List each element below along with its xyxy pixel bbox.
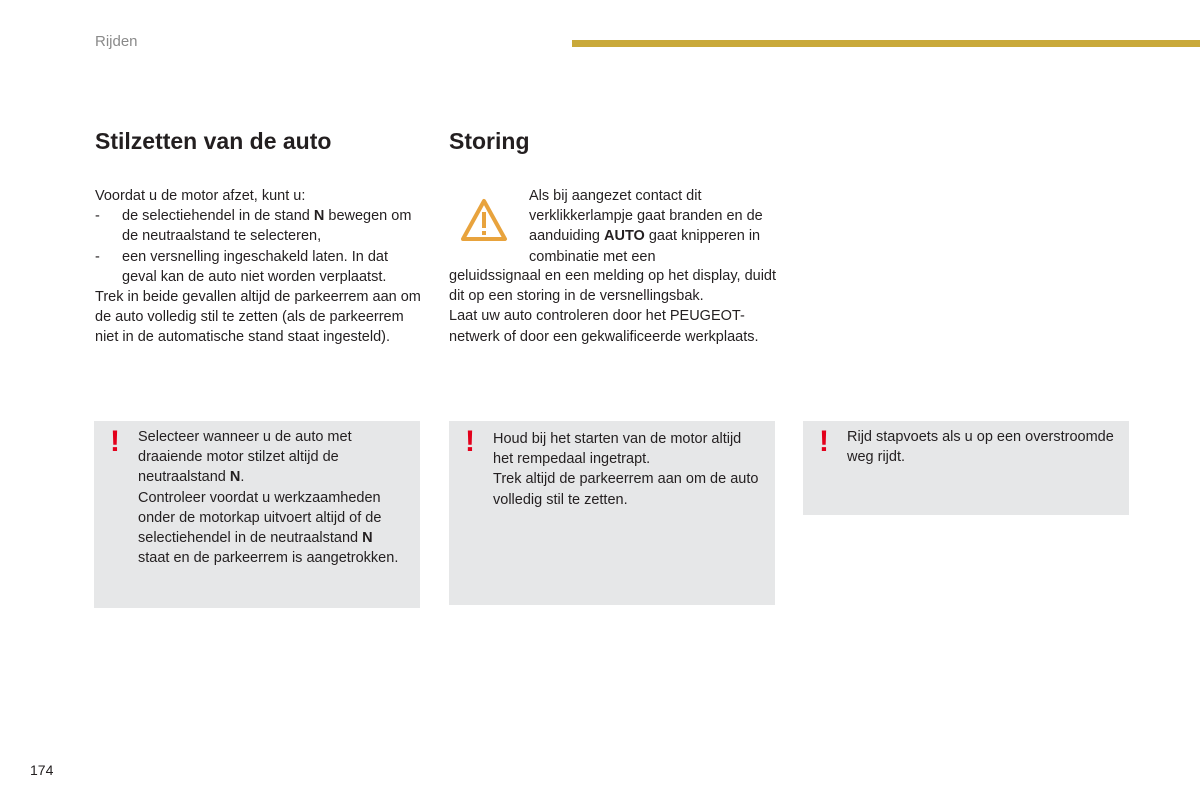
warning-triangle-icon [459,197,509,243]
bold-n: N [229,469,241,486]
left-column-text [95,186,425,348]
note-text [493,429,761,510]
list-item-text-part: bewegen om de neutraalstand te selecteren, [122,208,412,245]
note-text-part: staat en de parkeerrem is aangetrokken. [138,550,399,567]
list-item-text-part: de selectiehendel in de stand [122,208,314,225]
note-text: Rijd stapvoets als u op een overstroomde weg rijdt. [847,429,1114,466]
page-number: 174 [30,762,54,778]
note-text-part: . [240,469,245,486]
note-line: Trek altijd de parkeerrem aan om de auto volledig stil te zetten. [493,471,759,508]
heading-storing: Storing [449,128,530,154]
heading-stilzetten: Stilzetten van de auto [95,128,332,154]
storing-text-part: Als bij aangezet contact dit verklikkerlampje gaat branden en de aanduiding [529,188,763,245]
note-text-part: Controleer voordat u werkzaamheden onder de motorkap uitvoert altijd of de selectiehendel in de neutraalstand [138,489,382,547]
left-intro: Voordat u de motor afzet, kunt u: [95,188,306,204]
note-box-1 [94,421,420,608]
note-text [138,427,406,568]
note-line [138,488,406,569]
storing-text-c: geluidssignaal en een melding op het display, duidt dit op een storing in de versnellingsbak. [449,268,777,305]
header-accent-bar [572,40,1200,47]
storing-intro-text [529,186,769,267]
list-item-text: een versnelling ingeschakeld laten. In dat geval kan de auto niet worden verplaatst. [122,248,389,285]
exclamation-icon: ! [465,425,475,458]
list-dash: - [95,208,100,225]
list-item-text [122,206,425,246]
bold-auto: AUTO [604,228,645,245]
note-line: Houd bij het starten van de motor altijd het rempedaal ingetrapt. [493,431,742,468]
note-text-part: Selecteer wanneer u de auto met draaiende motor stilzet altijd de neutraalstand [138,429,352,486]
list-item [95,247,425,287]
storing-text-part: gaat knipperen in combinatie met een [529,228,761,265]
list-item [95,206,425,246]
left-outro: Trek in beide gevallen altijd de parkeerrem aan om de auto volledig stil te zetten (als de parkeerrem niet in de automatische stand staat ingesteld). [95,289,421,346]
storing-continued-text [449,266,779,347]
exclamation-icon: ! [110,425,120,458]
bold-n: N [313,208,325,225]
section-label: Rijden [95,33,138,50]
list-dash: - [95,248,100,265]
note-line [138,427,406,488]
note-box-2 [449,421,775,605]
bold-n: N [362,530,373,547]
storing-text-d: Laat uw auto controleren door het PEUGEOT-netwerk of door een gekwalificeerde werkplaats. [449,308,759,345]
note-box-3 [803,421,1129,515]
exclamation-icon: ! [819,425,829,458]
